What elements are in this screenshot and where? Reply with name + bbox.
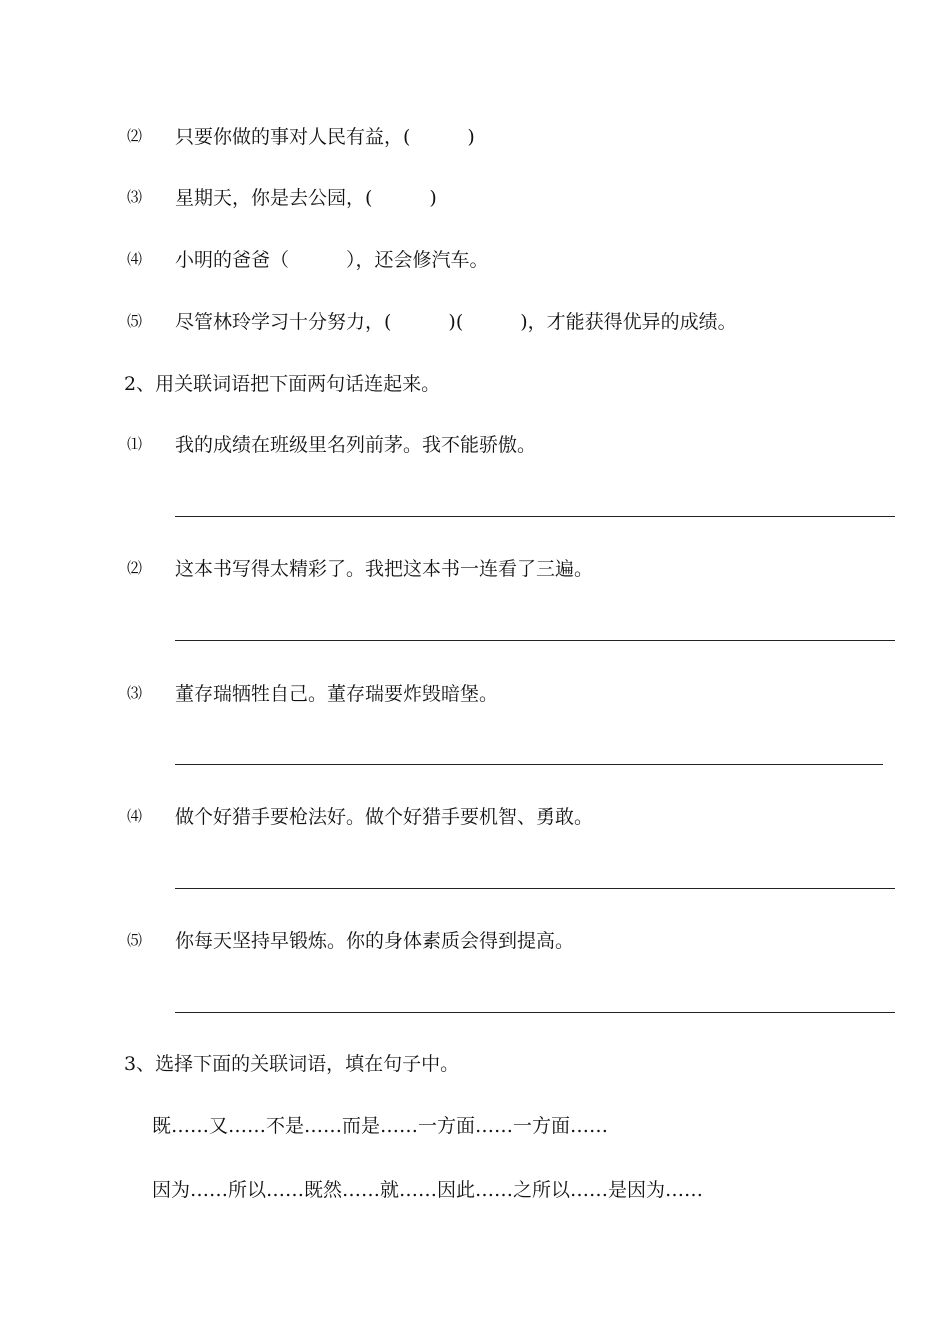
item-number: ⑵	[127, 561, 143, 577]
sentence-item-text: 这本书写得太精彩了。我把这本书一连看了三遍。	[175, 558, 594, 580]
fill-item-text: 星期天，你是去公园，( )	[175, 187, 437, 209]
item-number: ⑵	[127, 129, 143, 145]
item-number: ⑴	[127, 437, 143, 453]
item-number: ⑷	[127, 252, 143, 268]
sentence-item-text: 董存瑞牺牲自己。董存瑞要炸毁暗堡。	[175, 683, 499, 705]
section-2-heading: 2、用关联词语把下面两句话连起来。	[124, 373, 441, 395]
section-3-heading: 3、选择下面的关联词语，填在句子中。	[124, 1053, 460, 1075]
item-number: ⑶	[127, 190, 143, 206]
answer-line[interactable]	[175, 764, 883, 765]
item-number: ⑶	[127, 686, 143, 702]
answer-line[interactable]	[175, 516, 895, 517]
sentence-item-text: 你每天坚持早锻炼。你的身体素质会得到提高。	[175, 930, 575, 952]
conjunction-options-line-1: 既……又……不是……而是……一方面……一方面……	[152, 1115, 609, 1137]
sentence-item-text: 我的成绩在班级里名列前茅。我不能骄傲。	[175, 434, 537, 456]
item-number: ⑷	[127, 809, 143, 825]
item-number: ⑸	[127, 933, 143, 949]
sentence-item-text: 做个好猎手要枪法好。做个好猎手要机智、勇敢。	[175, 806, 594, 828]
fill-item-text: 小明的爸爸（ ），还会修汽车。	[175, 249, 489, 271]
conjunction-options-line-2: 因为……所以……既然……就……因此……之所以……是因为……	[152, 1179, 704, 1201]
fill-item-text: 只要你做的事对人民有益，( )	[175, 126, 475, 148]
answer-line[interactable]	[175, 640, 895, 641]
answer-line[interactable]	[175, 1012, 895, 1013]
fill-item-text: 尽管林玲学习十分努力，( )( )，才能获得优异的成绩。	[175, 311, 737, 333]
item-number: ⑸	[127, 314, 143, 330]
answer-line[interactable]	[175, 888, 895, 889]
